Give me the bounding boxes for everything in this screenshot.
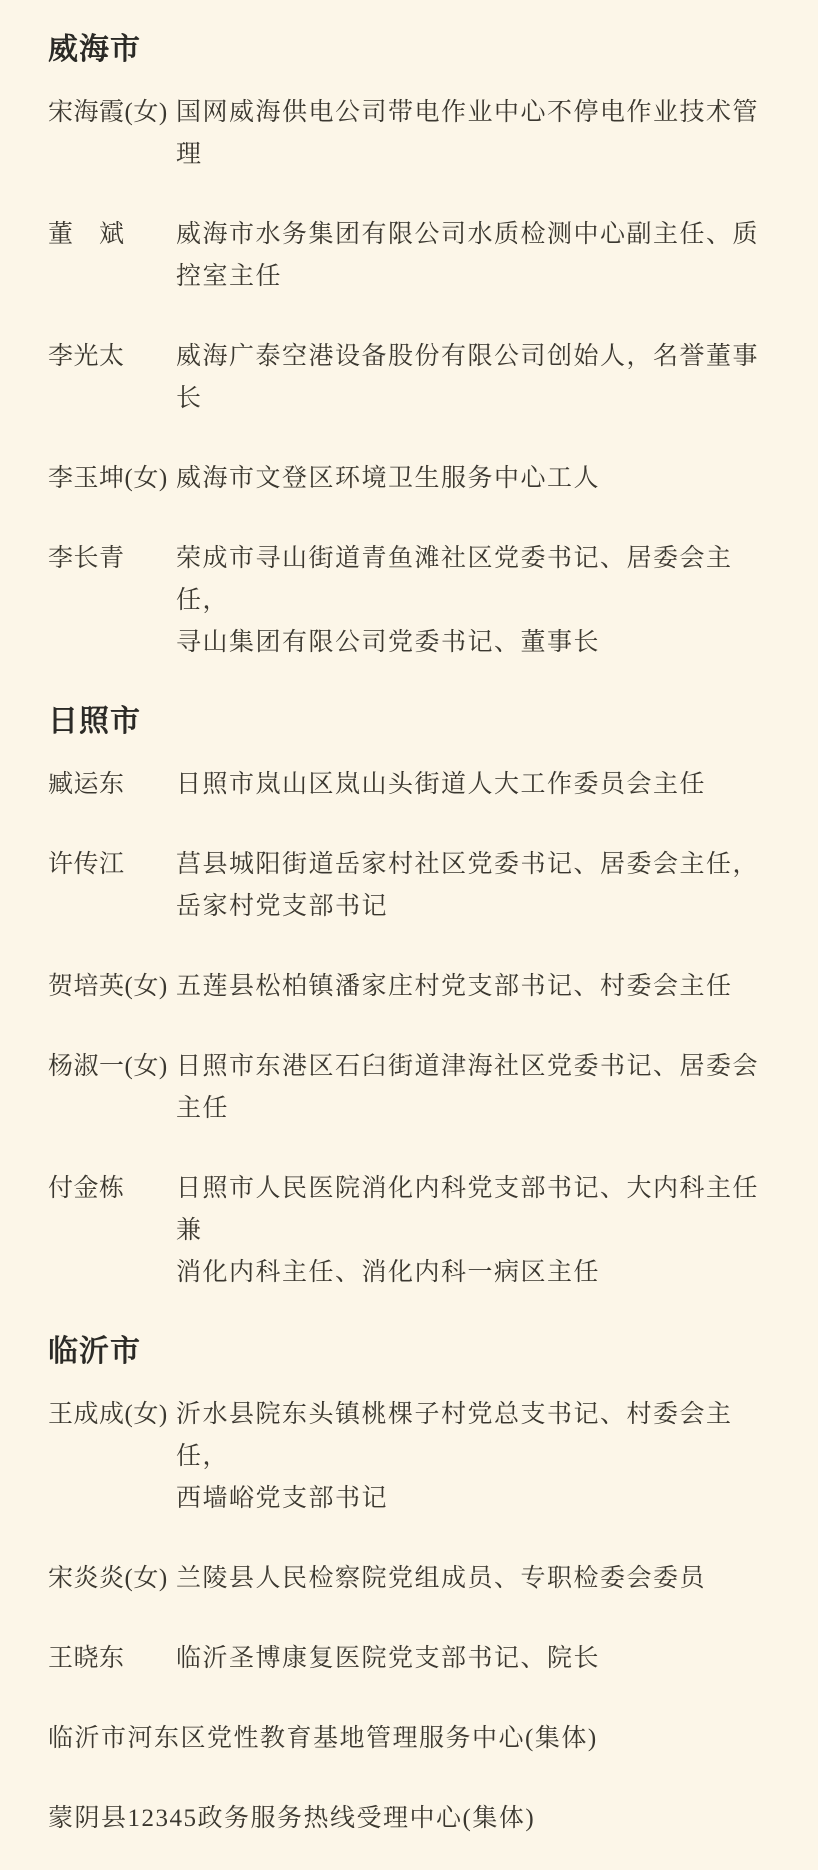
entry-description bbox=[176, 966, 774, 1008]
section-title: 日照市 bbox=[48, 705, 141, 738]
entry-name: 贺培英(女) bbox=[48, 973, 168, 1000]
collective-row: 临沂市河东区党性教育基地管理服务中心(集体) bbox=[48, 1725, 598, 1752]
entry-row bbox=[48, 966, 774, 1008]
description-line: 威海广泰空港设备股份有限公司创始人，名誉董事长 bbox=[176, 343, 760, 412]
description-line: 兰陵县人民检察院党组成员、专职检委会委员 bbox=[176, 1565, 707, 1592]
entry-row bbox=[48, 764, 774, 806]
entry-name: 付金栋 bbox=[48, 1175, 125, 1202]
description-line: 国网威海供电公司带电作业中心不停电作业技术管理 bbox=[176, 99, 760, 168]
section-title: 临沂市 bbox=[48, 1335, 141, 1368]
entry-description bbox=[176, 336, 774, 420]
section-weihai bbox=[48, 30, 774, 664]
description-line: 西墙峪党支部书记 bbox=[176, 1485, 389, 1512]
description-line: 日照市岚山区岚山头街道人大工作委员会主任 bbox=[176, 771, 707, 798]
entry-row bbox=[48, 1168, 774, 1294]
entry-name: 王晓东 bbox=[48, 1645, 125, 1672]
entry-row bbox=[48, 214, 774, 298]
entry-name: 宋海霞(女) bbox=[48, 99, 168, 126]
description-line: 岳家村党支部书记 bbox=[176, 893, 389, 920]
entry-name: 董 斌 bbox=[48, 221, 125, 248]
description-line: 威海市水务集团有限公司水质检测中心副主任、质控室主任 bbox=[176, 221, 760, 290]
entry-row bbox=[48, 1394, 774, 1520]
description-line: 莒县城阳街道岳家村社区党委书记、居委会主任， bbox=[176, 851, 760, 878]
section-linyi bbox=[48, 1332, 774, 1840]
description-line: 临沂圣博康复医院党支部书记、院长 bbox=[176, 1645, 601, 1672]
collective-row: 蒙阴县12345政务服务热线受理中心(集体) bbox=[48, 1805, 536, 1832]
entry-name: 许传江 bbox=[48, 851, 125, 878]
entry-name: 李玉坤(女) bbox=[48, 465, 168, 492]
entry-row bbox=[48, 458, 774, 500]
entry-name: 臧运东 bbox=[48, 771, 125, 798]
description-line: 消化内科主任、消化内科一病区主任 bbox=[176, 1259, 601, 1286]
description-line: 寻山集团有限公司党委书记、董事长 bbox=[176, 629, 601, 656]
entry-description bbox=[176, 1638, 774, 1680]
entry-description bbox=[176, 538, 774, 664]
entry-row bbox=[48, 844, 774, 928]
entry-row bbox=[48, 336, 774, 420]
entry-description bbox=[176, 764, 774, 806]
description-line: 威海市文登区环境卫生服务中心工人 bbox=[176, 465, 601, 492]
entry-name: 李光太 bbox=[48, 343, 125, 370]
entry-name: 李长青 bbox=[48, 545, 125, 572]
section-title: 威海市 bbox=[48, 33, 141, 66]
entry-description bbox=[176, 1046, 774, 1130]
entry-description bbox=[176, 1394, 774, 1520]
entry-row bbox=[48, 1638, 774, 1680]
entry-description bbox=[176, 458, 774, 500]
entry-row bbox=[48, 1046, 774, 1130]
entry-description bbox=[176, 214, 774, 298]
description-line: 五莲县松柏镇潘家庄村党支部书记、村委会主任 bbox=[176, 973, 733, 1000]
entry-row bbox=[48, 538, 774, 664]
entry-row bbox=[48, 92, 774, 176]
entry-name: 王成成(女) bbox=[48, 1401, 168, 1428]
entry-description bbox=[176, 1558, 774, 1600]
entry-name: 宋炎炎(女) bbox=[48, 1565, 168, 1592]
entry-description bbox=[176, 844, 774, 928]
entry-name: 杨淑一(女) bbox=[48, 1053, 168, 1080]
description-line: 日照市东港区石臼街道津海社区党委书记、居委会主任 bbox=[176, 1053, 760, 1122]
description-line: 日照市人民医院消化内科党支部书记、大内科主任兼 bbox=[176, 1175, 760, 1244]
description-line: 荣成市寻山街道青鱼滩社区党委书记、居委会主任， bbox=[176, 545, 733, 614]
entry-description bbox=[176, 1168, 774, 1294]
entry-row bbox=[48, 1558, 774, 1600]
entry-description bbox=[176, 92, 774, 176]
section-rizhao bbox=[48, 702, 774, 1294]
description-line: 沂水县院东头镇桃棵子村党总支书记、村委会主任， bbox=[176, 1401, 733, 1470]
